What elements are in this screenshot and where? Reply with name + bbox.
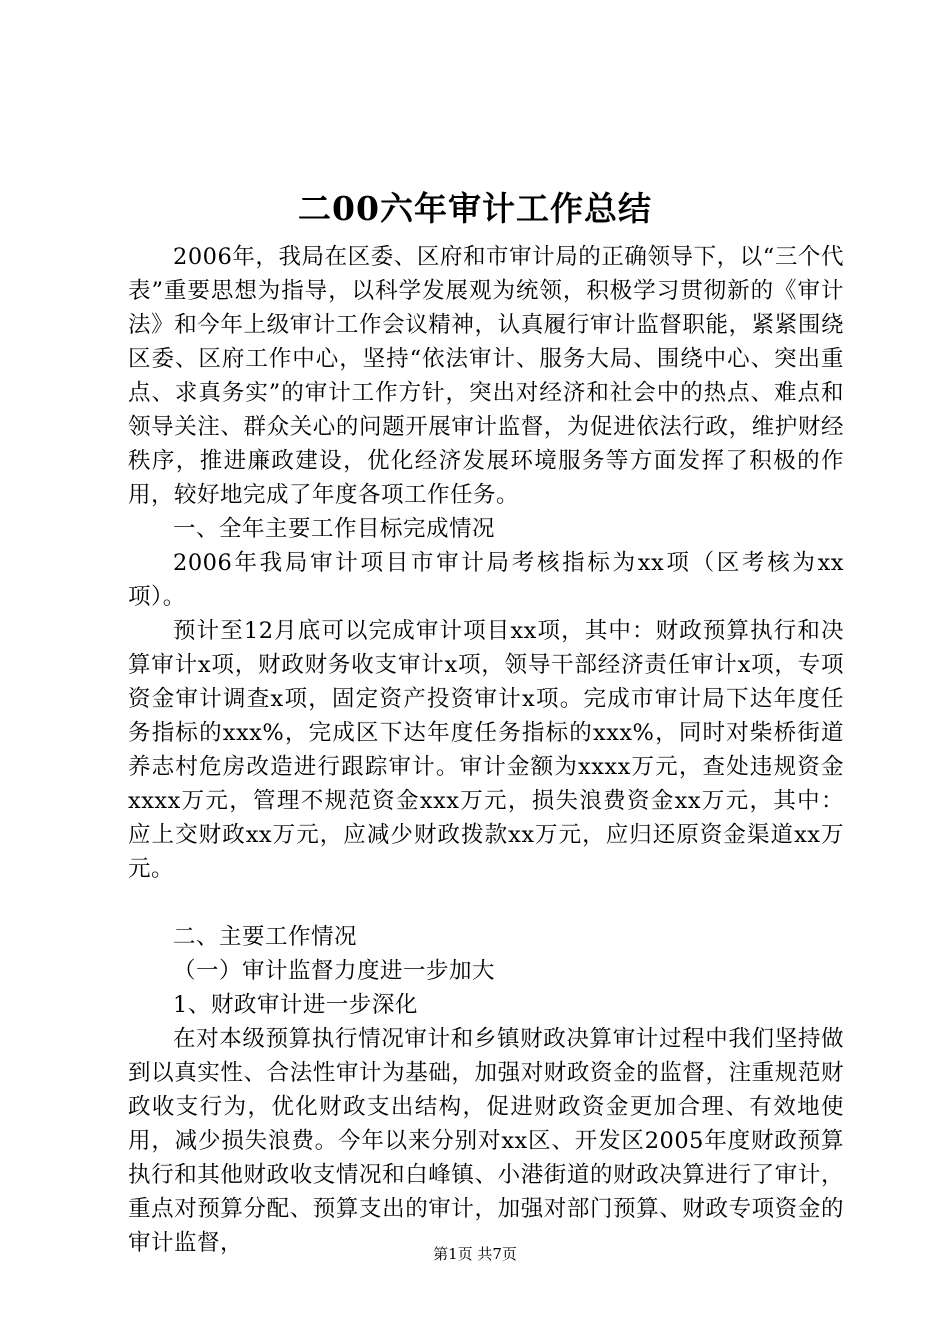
completion-paragraph: 预计至12月底可以完成审计项目xx项，其中：财政预算执行和决算审计x项，财政财务收支审计x项，领导干部经济责任审计x项，专项资金审计调查x项，固定资产投资审计x项。完成市审计局下达年度任务指标的xxx%，完成区下达年度任务指标的xxx%，同时对柴桥街道养志村危房改造进行跟踪审计。审计金额为xxxx万元，查处违规资金xxxx万元，管理不规范资金xxx万元，损失浪费资金xx万元，其中：应上交财政xx万元，应减少财政拨款xx万元，应归还原资金渠道xx万元。 <box>128 618 844 882</box>
subsection-heading: （一）审计监督力度进一步加大 <box>173 958 496 984</box>
page-title: 二00六年审计工作总结 <box>298 189 652 228</box>
target-paragraph: 2006年我局审计项目市审计局考核指标为xx项（区考核为xx项）。 <box>128 550 844 610</box>
document-body <box>128 240 844 1260</box>
page-footer: 第1页 共7页 <box>433 1245 517 1263</box>
section-heading-1: 一、全年主要工作目标完成情况 <box>173 516 496 542</box>
intro-paragraph: 2006年，我局在区委、区府和市审计局的正确领导下，以“三个代表”重要思想为指导，以科学发展观为统领，积极学习贯彻新的《审计法》和今年上级审计工作会议精神，认真履行审计监督职能，紧紧围绕区委、区府工作中心，坚持“依法审计、服务大局、围绕中心、突出重点、求真务实”的审计工作方针，突出对经济和社会中的热点、难点和领导关注、群众关心的问题开展审计监督，为促进依法行政，维护财经秩序，推进廉政建设，优化经济发展环境服务等方面发挥了积极的作用，较好地完成了年度各项工作任务。 <box>128 244 844 508</box>
item-heading: 1、财政审计进一步深化 <box>173 992 418 1018</box>
section-heading-2: 二、主要工作情况 <box>173 924 358 950</box>
fiscal-audit-paragraph: 在对本级预算执行情况审计和乡镇财政决算审计过程中我们坚持做到以真实性、合法性审计为基础，加强对财政资金的监督，注重规范财政收支行为，优化财政支出结构，促进财政资金更加合理、有效地使用，减少损失浪费。今年以来分别对xx区、开发区2005年度财政预算执行和其他财政收支情况和白峰镇、小港街道的财政决算进行了审计，重点对预算分配、预算支出的审计，加强对部门预算、财政专项资金的审计监督， <box>128 1026 844 1256</box>
